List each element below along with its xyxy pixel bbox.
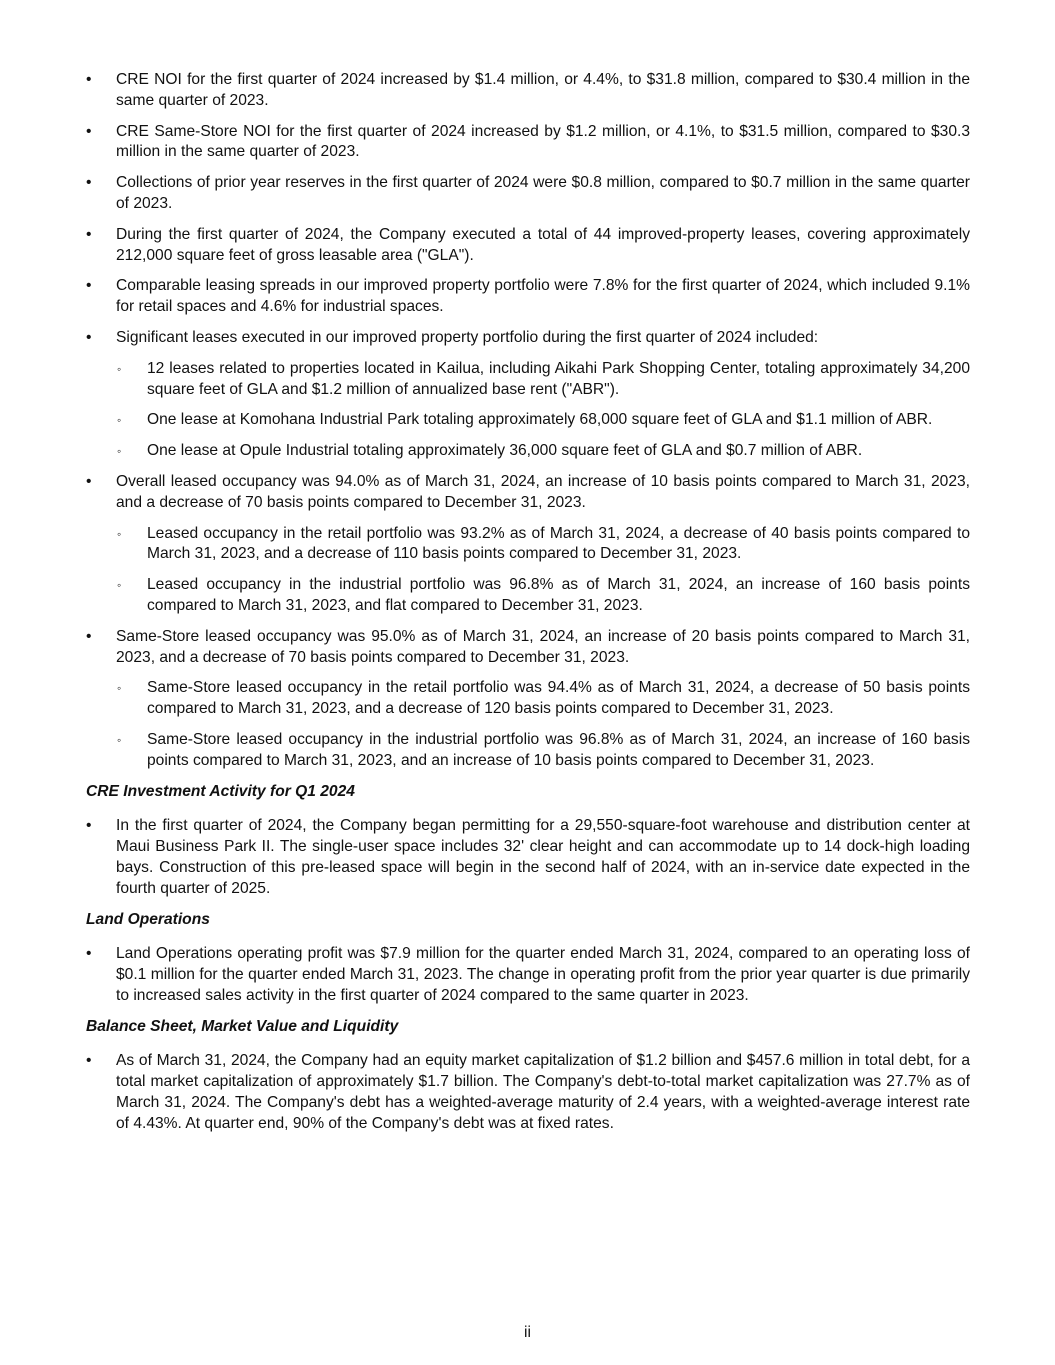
sub-list-item-text: Leased occupancy in the industrial portfolio was 96.8% as of March 31, 2024, an increase of 160 basis points compared to March 31, 2023, and flat compared to December 31, 2023.: [147, 576, 970, 614]
sub-list-item-text: One lease at Opule Industrial totaling approximately 36,000 square feet of GLA and $0.7 million of ABR.: [147, 442, 863, 460]
sub-list-item-text: 12 leases related to properties located in Kailua, including Aikahi Park Shopping Center, totaling approximately 34,200 square feet of GLA and $1.2 million of annualized base rent ("ABR").: [147, 359, 970, 398]
list-item: [86, 173, 970, 215]
list-item: [86, 816, 970, 899]
list-item-same-store-occupancy: [86, 627, 970, 669]
list-item-text: CRE NOI for the first quarter of 2024 increased by $1.4 million, or 4.4%, to $31.8 million, compared to $30.4 million in the same quarter of 2023.: [116, 71, 970, 109]
list-item: [86, 944, 970, 1006]
list-item: [86, 225, 970, 267]
bullet: •: [86, 277, 92, 295]
bullet: •: [86, 225, 92, 243]
list-item-text: Comparable leasing spreads in our improved property portfolio were 7.8% for the first quarter of 2024, which included 9.1% for retail spaces and 4.6% for industrial spaces.: [116, 277, 970, 316]
list-item-text: During the first quarter of 2024, the Company executed a total of 44 improved-property leases, covering approximately 212,000 square feet of gross leasable area ("GLA").: [116, 225, 970, 264]
bullet: •: [86, 817, 92, 835]
sub-list-item: [86, 359, 970, 401]
bullet: •: [86, 174, 92, 192]
list-item-text: In the first quarter of 2024, the Company began permitting for a 29,550-square-foot warehouse and distribution center at Maui Business Park II. The single-user space includes 32' clear height and can accommodate up to 14 dock-high loading bays. Construction of this pre-leased space will begin in the second half of 2024, with an in-service date expected in the fourth quarter of 2025.: [116, 817, 970, 897]
sub-list-item: [86, 730, 970, 772]
sub-bullet: ◦: [117, 732, 122, 747]
list-item-text: Same-Store leased occupancy was 95.0% as of March 31, 2024, an increase of 20 basis points compared to March 31, 2023, and a decrease of 70 basis points compared to December 31, 2023.: [116, 627, 970, 666]
bullet: •: [86, 627, 92, 645]
list-item-text: CRE Same-Store NOI for the first quarter of 2024 increased by $1.2 million, or 4.1%, to $31.5 million, compared to $30.3 million in the same quarter of 2023.: [116, 122, 970, 161]
bullet: •: [86, 1052, 92, 1070]
bullet: •: [86, 122, 92, 140]
bullet: •: [86, 328, 92, 346]
sub-list-item: [86, 441, 970, 462]
list-item-text: Collections of prior year reserves in the first quarter of 2024 were $0.8 million, compared to $0.7 million in the same quarter of 2023.: [116, 174, 970, 212]
list-item-significant-leases: [86, 328, 970, 349]
list-item-text: Overall leased occupancy was 94.0% as of March 31, 2024, an increase of 10 basis points compared to March 31, 2023, and a decrease of 70 basis points compared to December 31, 2023.: [116, 472, 970, 511]
sub-list-item: [86, 575, 970, 617]
page-number: ii: [524, 1324, 531, 1341]
sub-list-item: [86, 524, 970, 566]
sub-bullet: ◦: [117, 444, 122, 459]
sub-bullet: ◦: [117, 578, 122, 593]
list-item-text: As of March 31, 2024, the Company had an equity market capitalization of $1.2 billion and $457.6 million in total debt, for a total market capitalization of approximately $1.7 billion. The Company's debt-to-total market capitalization was 27.7% as of March 31, 2024. The Company's debt has a weighted-average maturity of 2.4 years, with a weighted-average interest rate of 4.43%. At quarter end, 90% of the Company's debt was at fixed rates.: [116, 1052, 970, 1132]
sub-list-item-text: Same-Store leased occupancy in the retail portfolio was 94.4% as of March 31, 2024, a decrease of 50 basis points compared to March 31, 2023, and a decrease of 120 basis points compared to December 31, 2023.: [147, 679, 970, 718]
sub-bullet: ◦: [117, 526, 122, 541]
sub-list-item-text: Same-Store leased occupancy in the industrial portfolio was 96.8% as of March 31, 2024, an increase of 160 basis points compared to March 31, 2023, and an increase of 10 basis points compared to December 31, 2023.: [147, 730, 970, 769]
sub-list-item: [86, 410, 970, 431]
sub-bullet: ◦: [117, 681, 122, 696]
sub-list-item-text: Leased occupancy in the retail portfolio was 93.2% as of March 31, 2024, a decrease of 40 basis points compared to March 31, 2023, and a decrease of 110 basis points compared to December 31, 2023.: [147, 524, 970, 563]
list-item: [86, 1051, 970, 1134]
bullet: •: [86, 945, 92, 963]
section-heading-land: Land Operations: [86, 910, 210, 928]
bullet: •: [86, 472, 92, 490]
document-page: [86, 70, 970, 1145]
list-item-overall-occupancy: [86, 472, 970, 514]
list-item: [86, 122, 970, 164]
sub-bullet: ◦: [117, 361, 122, 376]
sub-list-item-text: One lease at Komohana Industrial Park totaling approximately 68,000 square feet of GLA and $1.1 million of ABR.: [147, 411, 933, 429]
list-item-text: Land Operations operating profit was $7.9 million for the quarter ended March 31, 2024, compared to an operating loss of $0.1 million for the quarter ended March 31, 2023. The change in operating profit from the prior year quarter is due primarily to increased sales activity in the first quarter of 2024 compared to the same quarter in 2023.: [116, 945, 970, 1004]
list-item: [86, 276, 970, 318]
section-heading-investment: CRE Investment Activity for Q1 2024: [86, 782, 355, 800]
bullet: •: [86, 71, 92, 88]
list-item: [86, 70, 970, 112]
section-heading-balance: Balance Sheet, Market Value and Liquidity: [86, 1017, 399, 1035]
sub-bullet: ◦: [117, 413, 122, 428]
sub-list-item: [86, 678, 970, 720]
list-item-text: Significant leases executed in our improved property portfolio during the first quarter of 2024 included:: [116, 328, 819, 346]
